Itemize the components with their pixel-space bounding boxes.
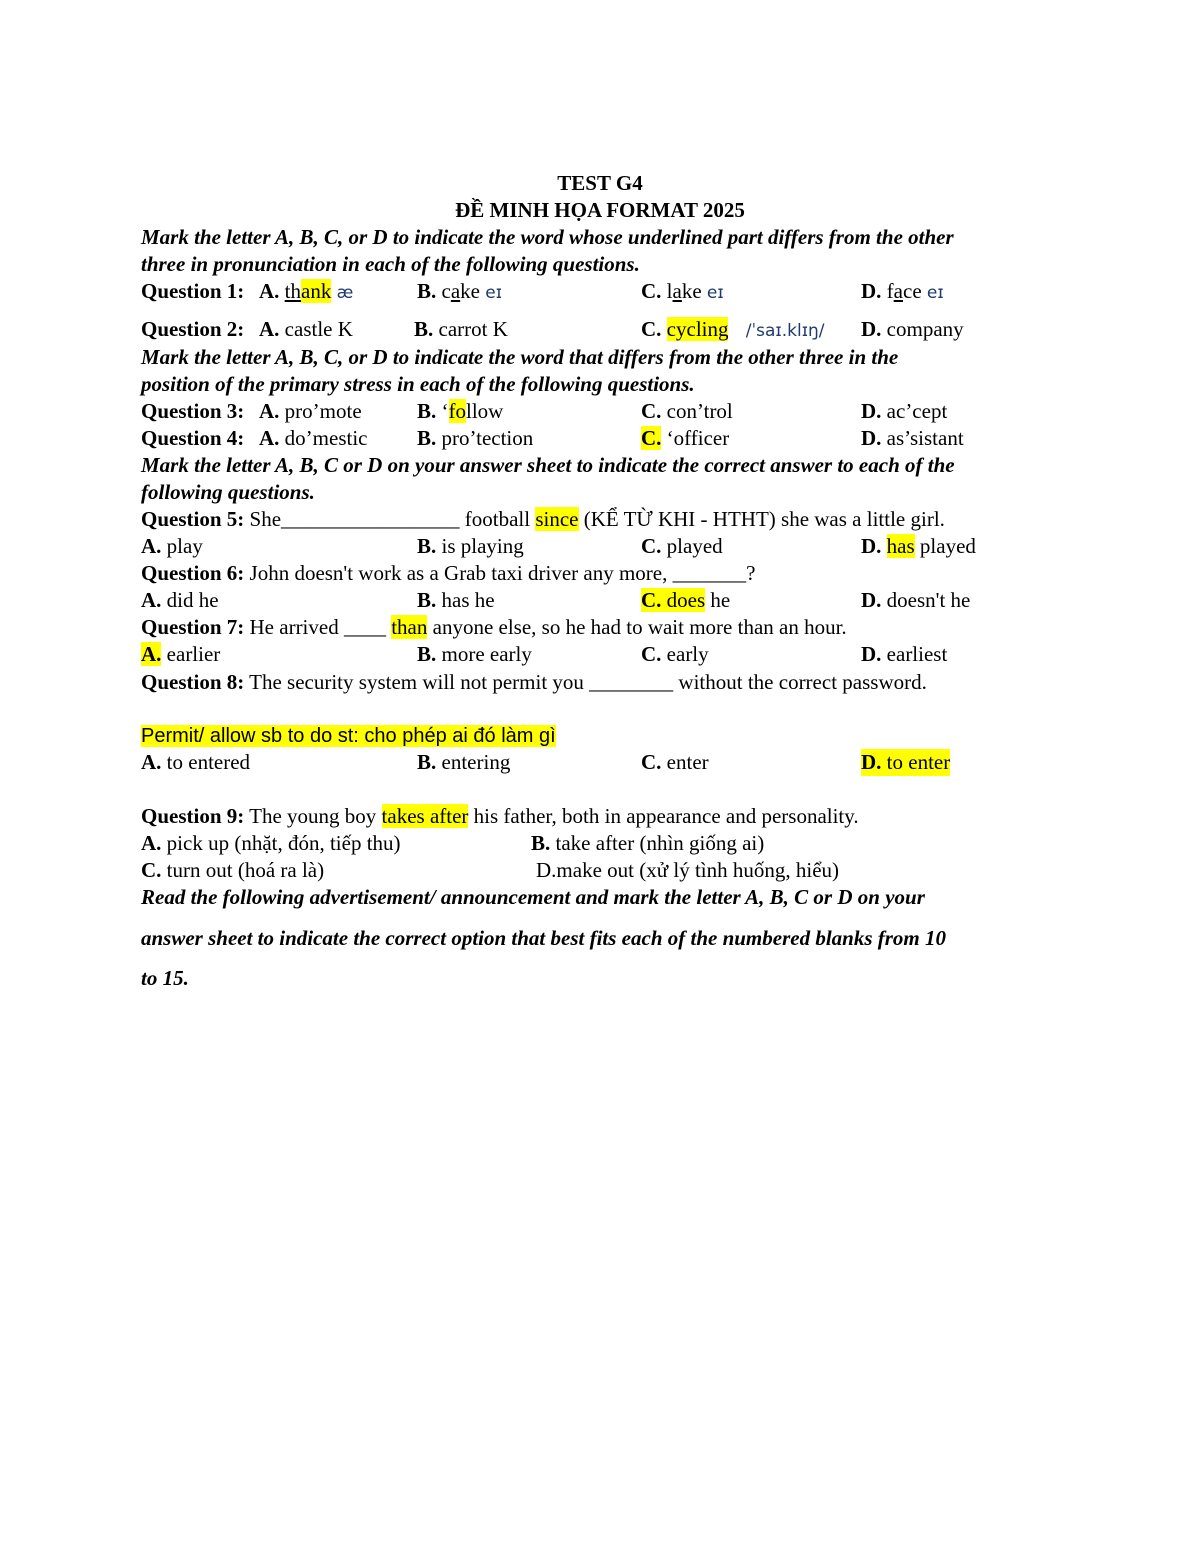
option-text: early xyxy=(666,642,709,666)
stem-text: She_________________ football xyxy=(249,507,536,531)
option-a[interactable] xyxy=(259,425,367,452)
option-text: do’mestic xyxy=(284,426,368,450)
option-text: ‘officer xyxy=(666,426,730,450)
option-letter: C. xyxy=(641,399,662,423)
highlighted-text: has xyxy=(886,534,915,558)
option-letter: D. xyxy=(861,750,882,774)
instruction-pronunciation-line-1: Mark the letter A, B, C, or D to indicate the word whose underlined part differs from the other xyxy=(141,225,954,249)
option-letter: D. xyxy=(861,399,882,423)
underlined-part: a xyxy=(672,279,682,303)
option-text: con’trol xyxy=(666,399,733,423)
instruction-stress-line-2: position of the primary stress in each of the following questions. xyxy=(141,372,695,396)
option-c[interactable] xyxy=(641,587,730,614)
question-label: Question 1: xyxy=(141,279,245,303)
option-letter: C. xyxy=(641,317,662,341)
word-part: llow xyxy=(466,399,504,423)
instruction-reading-line-2: answer sheet to indicate the correct option that best fits each of the numbered blanks from 10 xyxy=(141,926,947,950)
option-text: take after (nhìn giống ai) xyxy=(555,831,765,855)
option-b[interactable] xyxy=(417,398,503,425)
underlined-part: a xyxy=(893,279,903,303)
option-d[interactable] xyxy=(861,316,964,343)
option-letter: D. xyxy=(536,858,557,882)
ipa-note: eɪ xyxy=(706,283,724,303)
question-label: Question 2: xyxy=(141,317,245,341)
option-text: carrot K xyxy=(438,317,508,341)
question-3 xyxy=(141,398,948,425)
option-letter: A. xyxy=(141,750,162,774)
option-letter: A. xyxy=(141,588,162,612)
option-letter: B. xyxy=(417,642,437,666)
option-letter: C. xyxy=(641,279,662,303)
option-text: earlier xyxy=(166,642,221,666)
instruction-stress-line-1: Mark the letter A, B, C, or D to indicate the word that differs from the other three in the xyxy=(141,345,899,369)
highlighted-text: ank xyxy=(301,279,332,303)
highlighted-text: fo xyxy=(448,399,467,423)
option-letter: B. xyxy=(417,750,437,774)
instruction-grammar-line-2: following questions. xyxy=(141,480,315,504)
option-letter: B. xyxy=(417,426,437,450)
option-b[interactable] xyxy=(417,278,502,307)
page-subtitle: ĐỀ MINH HỌA FORMAT 2025 xyxy=(455,198,745,222)
option-c[interactable] xyxy=(141,857,324,884)
option-letter: A. xyxy=(259,399,280,423)
option-text: as’sistant xyxy=(886,426,964,450)
option-text: make out (xử lý tình huống, hiểu) xyxy=(556,858,840,882)
option-d[interactable] xyxy=(861,398,947,425)
word-part: ke xyxy=(460,279,480,303)
option-letter: C. xyxy=(641,534,662,558)
option-text: pro’tection xyxy=(441,426,534,450)
instruction-pronunciation-line-2: three in pronunciation in each of the following questions. xyxy=(141,252,640,276)
stem-text: The young boy xyxy=(249,804,382,828)
option-letter: A. xyxy=(259,317,280,341)
option-letter: D. xyxy=(861,642,882,666)
option-letter: C. xyxy=(641,588,662,612)
question-label: Question 8: xyxy=(141,670,245,694)
option-c[interactable] xyxy=(641,398,733,425)
stem-text: anyone else, so he had to wait more than an hour. xyxy=(427,615,847,639)
question-label: Question 7: xyxy=(141,615,245,639)
option-b[interactable] xyxy=(417,425,533,452)
option-c[interactable] xyxy=(641,316,825,345)
highlighted-text: takes after xyxy=(381,804,469,828)
option-text: play xyxy=(166,534,203,558)
option-text: turn out (hoá ra là) xyxy=(166,858,325,882)
highlighted-text: does xyxy=(666,588,706,612)
option-letter: B. xyxy=(417,399,437,423)
option-a[interactable] xyxy=(141,749,250,776)
option-b[interactable] xyxy=(417,749,510,776)
option-letter: D. xyxy=(861,588,882,612)
option-text: played xyxy=(666,534,723,558)
option-text: to enter xyxy=(886,750,951,774)
option-text: ac’cept xyxy=(886,399,948,423)
highlighted-text: cycling xyxy=(666,317,729,341)
grammar-note: Permit/ allow sb to do st: cho phép ai đó làm gì xyxy=(141,725,556,747)
option-letter: D. xyxy=(861,279,882,303)
option-text: is playing xyxy=(441,534,524,558)
stem-text: (KỂ TỪ KHI - HTHT) she was a little girl. xyxy=(578,507,945,531)
question-2 xyxy=(141,316,964,343)
underlined-part: a xyxy=(450,279,461,303)
option-letter: D. xyxy=(861,426,882,450)
option-letter: D. xyxy=(861,317,882,341)
option-letter: B. xyxy=(417,534,437,558)
question-label: Question 4: xyxy=(141,426,245,450)
option-letter: B. xyxy=(417,279,437,303)
option-a[interactable] xyxy=(259,278,353,307)
option-letter: B. xyxy=(531,831,551,855)
option-letter: C. xyxy=(641,642,662,666)
word-part: c xyxy=(441,279,451,303)
option-a[interactable] xyxy=(141,641,220,668)
option-d[interactable] xyxy=(861,533,976,560)
question-4 xyxy=(141,425,964,452)
ipa-note: eɪ xyxy=(926,283,944,303)
word-part: ce xyxy=(903,279,922,303)
word-part: f xyxy=(886,279,894,303)
ipa-note: æ xyxy=(336,283,354,303)
question-8-note xyxy=(141,722,556,750)
option-d[interactable] xyxy=(536,857,839,884)
question-1 xyxy=(141,278,944,305)
option-text: enter xyxy=(666,750,709,774)
option-text: he xyxy=(705,588,731,612)
question-label: Question 9: xyxy=(141,804,245,828)
option-text: pick up (nhặt, đón, tiếp thu) xyxy=(166,831,401,855)
option-b[interactable] xyxy=(417,641,532,668)
option-letter: A. xyxy=(141,642,162,666)
question-label: Question 5: xyxy=(141,507,245,531)
option-d[interactable] xyxy=(861,749,950,776)
word-part: l xyxy=(666,279,673,303)
option-c[interactable] xyxy=(641,278,724,307)
option-text: did he xyxy=(166,588,219,612)
option-letter: D. xyxy=(861,534,882,558)
option-letter: B. xyxy=(417,588,437,612)
instruction-grammar-line-1: Mark the letter A, B, C or D on your answer sheet to indicate the correct answer to each of the xyxy=(141,453,955,477)
option-letter: C. xyxy=(641,426,662,450)
option-text: has he xyxy=(441,588,495,612)
instruction-reading-line-3: to 15. xyxy=(141,966,189,990)
option-b[interactable] xyxy=(417,533,524,560)
word-part: ke xyxy=(681,279,702,303)
question-label: Question 3: xyxy=(141,399,245,423)
underlined-part: th xyxy=(284,279,302,303)
option-c[interactable] xyxy=(641,533,723,560)
word-part: ‘ xyxy=(441,399,449,423)
option-text: earliest xyxy=(886,642,948,666)
stem-text: He arrived ____ xyxy=(249,615,392,639)
question-6-stem xyxy=(141,560,755,587)
highlighted-text: since xyxy=(535,507,579,531)
option-d[interactable] xyxy=(861,278,944,307)
question-5-stem xyxy=(141,506,945,533)
option-text: more early xyxy=(441,642,532,666)
option-text: entering xyxy=(441,750,511,774)
option-c[interactable] xyxy=(641,749,709,776)
option-b[interactable] xyxy=(531,830,764,857)
stem-text: his father, both in appearance and personality. xyxy=(468,804,859,828)
option-c[interactable] xyxy=(641,641,709,668)
option-a[interactable] xyxy=(141,830,401,857)
option-text: to entered xyxy=(166,750,251,774)
question-label: Question 6: xyxy=(141,561,245,585)
option-b[interactable] xyxy=(414,316,508,343)
option-text: company xyxy=(886,317,964,341)
question-7-stem xyxy=(141,614,847,641)
option-a[interactable] xyxy=(259,316,353,343)
option-letter: B. xyxy=(414,317,434,341)
option-letter: C. xyxy=(641,750,662,774)
option-c[interactable] xyxy=(641,425,729,452)
option-text: played xyxy=(914,534,976,558)
option-text: castle K xyxy=(284,317,353,341)
page-title: TEST G4 xyxy=(557,171,643,195)
option-letter: A. xyxy=(141,534,162,558)
option-text: pro’mote xyxy=(284,399,362,423)
option-a[interactable] xyxy=(141,533,203,560)
question-9-stem xyxy=(141,803,859,830)
highlighted-text: than xyxy=(391,615,428,639)
ipa-note: /ˈsaɪ.klɪŋ/ xyxy=(745,321,825,341)
option-a[interactable] xyxy=(141,587,219,614)
question-8-stem xyxy=(141,669,927,696)
option-letter: A. xyxy=(141,831,162,855)
option-text: doesn't he xyxy=(886,588,971,612)
option-d[interactable] xyxy=(861,425,964,452)
option-letter: A. xyxy=(259,426,280,450)
option-a[interactable] xyxy=(259,398,362,425)
option-b[interactable] xyxy=(417,587,495,614)
ipa-note: eɪ xyxy=(485,283,503,303)
stem-text: John doesn't work as a Grab taxi driver any more, _______? xyxy=(249,561,756,585)
instruction-reading-line-1: Read the following advertisement/ announcement and mark the letter A, B, C or D on your xyxy=(141,885,925,909)
option-d[interactable] xyxy=(861,641,947,668)
option-d[interactable] xyxy=(861,587,970,614)
option-letter: C. xyxy=(141,858,162,882)
option-letter: A. xyxy=(259,279,280,303)
stem-text: The security system will not permit you ________ without the correct password. xyxy=(249,670,927,694)
